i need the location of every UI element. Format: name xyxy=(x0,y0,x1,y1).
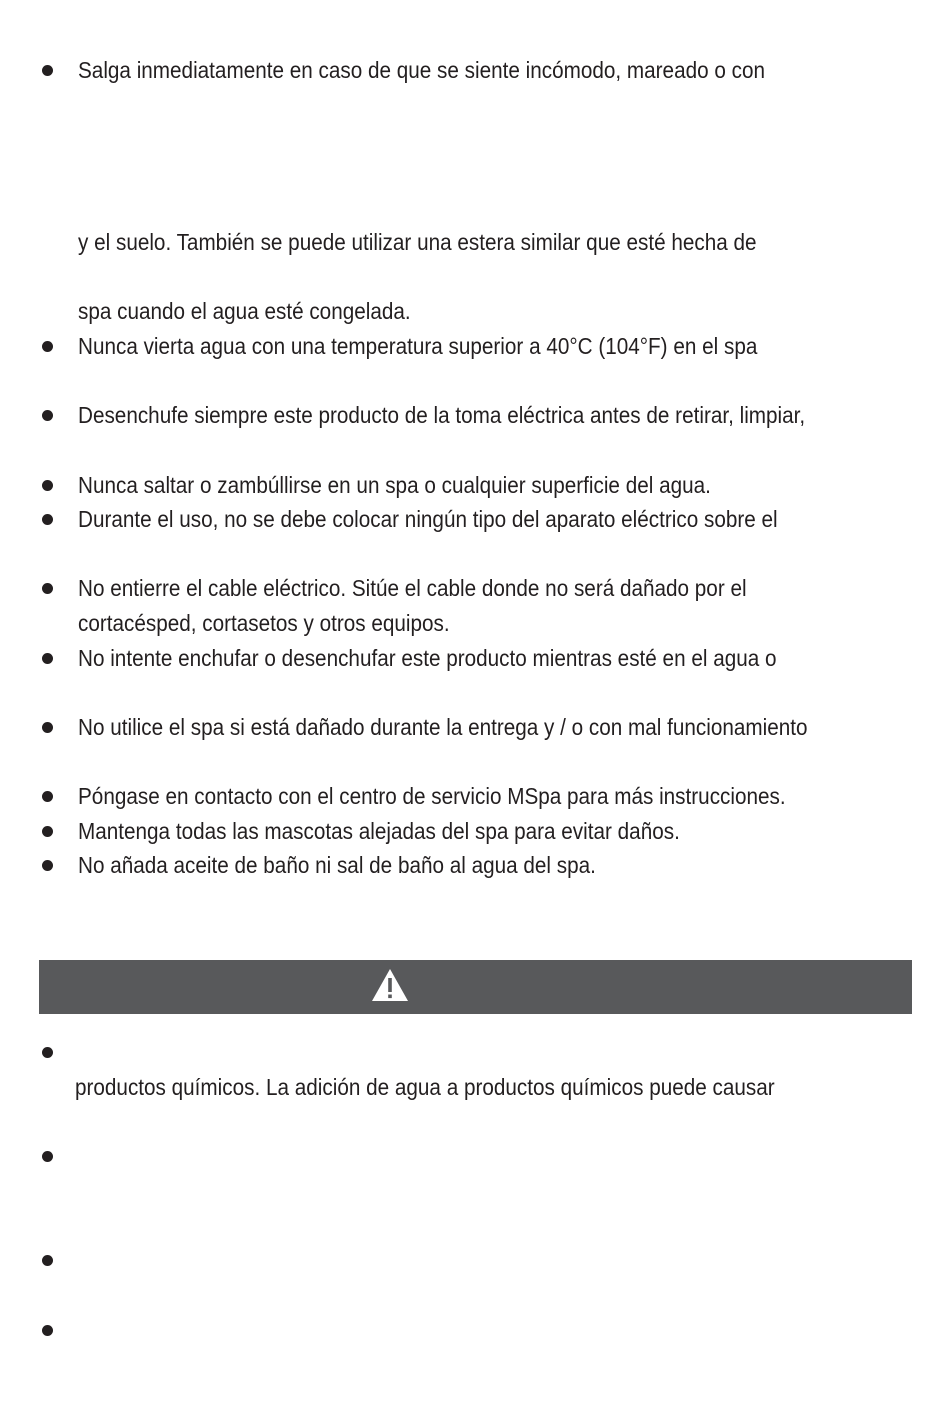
list-item-text: Mantenga todas las mascotas alejadas del spa para evitar daños. xyxy=(78,818,680,844)
list-item-text: Salga inmediatamente en caso de que se siente incómodo, mareado o con xyxy=(78,57,765,83)
list-item-text: No intente enchufar o desenchufar este producto mientras esté en el agua o xyxy=(78,645,777,671)
bullet xyxy=(42,65,53,76)
list-item-text: Desenchufe siempre este producto de la toma eléctrica antes de retirar, limpiar, xyxy=(78,402,806,428)
bullet xyxy=(42,1151,53,1162)
bullet xyxy=(42,826,53,837)
list-item-text: productos químicos. La adición de agua a productos químicos puede causar xyxy=(75,1074,775,1100)
list-item-text: Nunca vierta agua con una temperatura superior a 40°C (104°F) en el spa xyxy=(78,333,758,359)
bullet xyxy=(42,791,53,802)
bullet xyxy=(42,1255,53,1266)
bullet xyxy=(42,722,53,733)
bullet xyxy=(42,653,53,664)
list-item-text: No entierre el cable eléctrico. Sitúe el cable donde no será dañado por el xyxy=(78,575,747,601)
list-item-text: Póngase en contacto con el centro de servicio MSpa para más instrucciones. xyxy=(78,783,786,809)
bullet xyxy=(42,860,53,871)
bullet xyxy=(42,514,53,525)
bullet xyxy=(42,1325,53,1336)
list-item-text: spa cuando el agua esté congelada. xyxy=(78,298,411,324)
warning-triangle-icon xyxy=(370,967,410,1003)
bullet xyxy=(42,583,53,594)
list-item-text: cortacésped, cortasetos y otros equipos. xyxy=(78,610,450,636)
list-item-text: No utilice el spa si está dañado durante la entrega y / o con mal funcionamiento xyxy=(78,714,808,740)
list-item-text: Nunca saltar o zambúllirse en un spa o cualquier superficie del agua. xyxy=(78,472,711,498)
bullet xyxy=(42,1047,53,1058)
list-item-text: y el suelo. También se puede utilizar una estera similar que esté hecha de xyxy=(78,229,757,255)
bullet xyxy=(42,410,53,421)
warning-banner xyxy=(39,960,912,1014)
list-item-text: Durante el uso, no se debe colocar ningún tipo del aparato eléctrico sobre el xyxy=(78,506,778,532)
bullet xyxy=(42,480,53,491)
bullet xyxy=(42,341,53,352)
list-item-text: No añada aceite de baño ni sal de baño al agua del spa. xyxy=(78,852,596,878)
